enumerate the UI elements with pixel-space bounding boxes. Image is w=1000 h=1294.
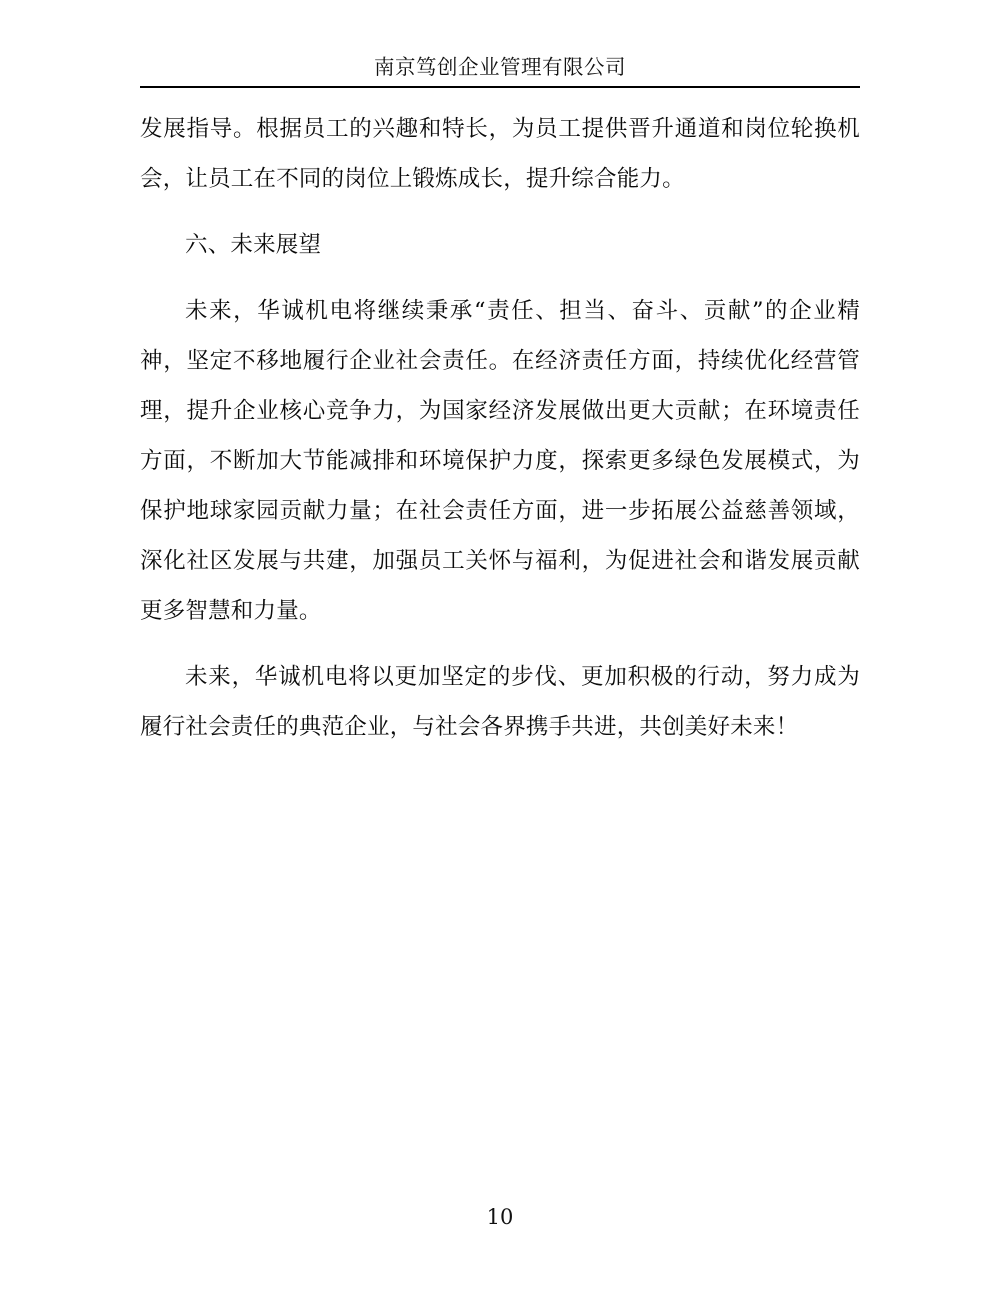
paragraph-continued: 发展指导。根据员工的兴趣和特长，为员工提供晋升通道和岗位轮换机会，让员工在不同的岗位上锻炼成长，提升综合能力。 — [140, 116, 860, 192]
header-divider — [140, 86, 860, 88]
paragraph-outlook-2: 未来，华诚机电将以更加坚定的步伐、更加积极的行动，努力成为履行社会责任的典范企业，与社会各界携手共进，共创美好未来！ — [140, 664, 860, 740]
page-header-title: 南京笃创企业管理有限公司 — [374, 55, 626, 79]
document-body — [140, 104, 860, 752]
section-heading-six: 六、未来展望 — [185, 232, 322, 258]
paragraph-outlook-1: 未来，华诚机电将继续秉承“责任、担当、奋斗、贡献”的企业精神，坚定不移地履行企业社会责任。在经济责任方面，持续优化经营管理，提升企业核心竞争力，为国家经济发展做出更大贡献；在环境责任方面，不断加大节能减排和环境保护力度，探索更多绿色发展模式，为保护地球家园贡献力量；在社会责任方面，进一步拓展公益慈善领域，深化社区发展与共建，加强员工关怀与福利，为促进社会和谐发展贡献更多智慧和力量。 — [140, 298, 860, 624]
page-number: 10 — [486, 1205, 514, 1229]
